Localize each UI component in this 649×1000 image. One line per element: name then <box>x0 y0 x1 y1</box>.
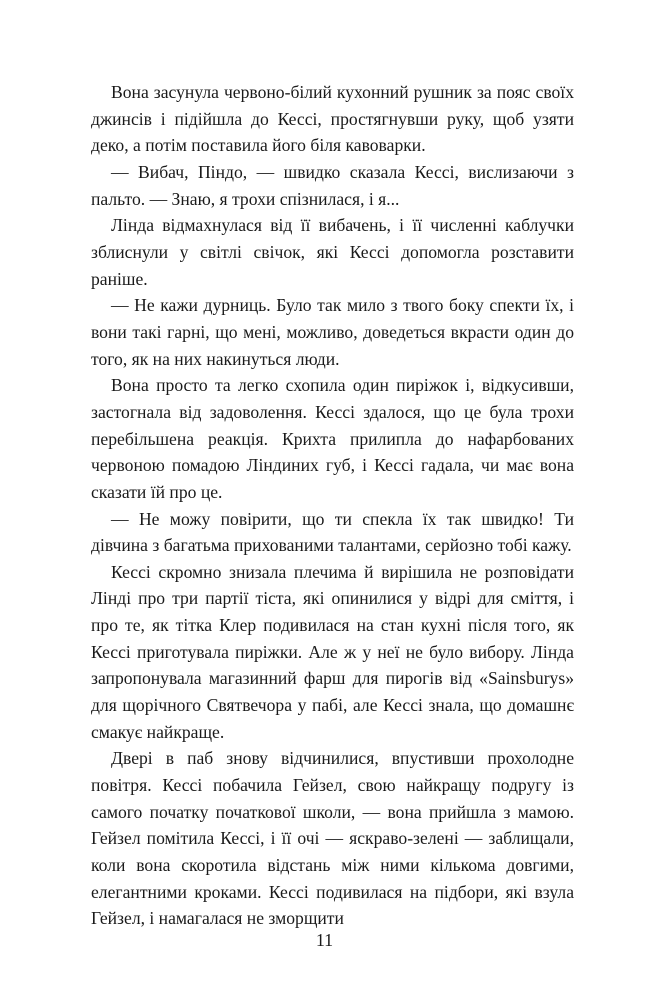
body-text <box>91 79 574 932</box>
paragraph-3: Лінда відмахнулася від її вибачень, і її численні каблучки зблиснули у світлі свічок, які Кессі допомогла розставити раніше. <box>91 215 574 289</box>
paragraph-1: Вона засунула червоно-білий кухонний рушник за пояс своїх джинсів і підійшла до Кессі, простягнувши руку, щоб узяти деко, а потім поставила його біля кавоварки. <box>91 82 574 156</box>
paragraph-5: Вона просто та легко схопила один пиріжок і, відкусивши, застогнала від задоволення. Кессі здалося, що це була трохи перебільшена реакція. Крихта прилипла до нафарбованих червоною помадою Ліндиних губ, і Кессі гадала, чи має вона сказати їй про це. <box>91 375 574 502</box>
paragraph-7: Кессі скромно знизала плечима й вирішила не розповідати Лінді про три партії тіста, які опинилися у відрі для сміття, і про те, як тітка Клер подивилася на стан кухні після того, як Кессі приготувала пиріжки. Але ж у неї не було вибору. Лінда запропонувала магазинний фарш для пирогів від «Sainsburys» для щорічного Святвечора у пабі, але Кессі знала, що домашнє смакує найкраще. <box>91 561 574 742</box>
paragraph-2: — Вибач, Піндо, — швидко сказала Кессі, вислизаючи з пальто. — Знаю, я трохи спізнилася, і я... <box>91 161 574 209</box>
page-number: 11 <box>315 930 334 950</box>
paragraph-6: — Не можу повірити, що ти спекла їх так швидко! Ти дівчина з багатьма прихованими талантами, серйозно тобі кажу. <box>91 508 574 556</box>
paragraph-4: — Не кажи дурниць. Було так мило з твого боку спекти їх, і вони такі гарні, що мені, можливо, доведеться вкрасти один до того, як на них накинуться люди. <box>91 295 574 369</box>
paragraph-8: Двері в паб знову відчинилися, впустивши прохолодне повітря. Кессі побачила Гейзел, свою найкращу подругу із самого початку початкової школи, — вона прийшла з мамою. Гейзел помітила Кессі, і її очі — яскраво-зелені — заблищали, коли вона скоротила відстань між ними кількома довгими, елегантними кроками. Кессі подивилася на підбори, які взула Гейзел, і намагалася не зморщити <box>91 748 574 929</box>
